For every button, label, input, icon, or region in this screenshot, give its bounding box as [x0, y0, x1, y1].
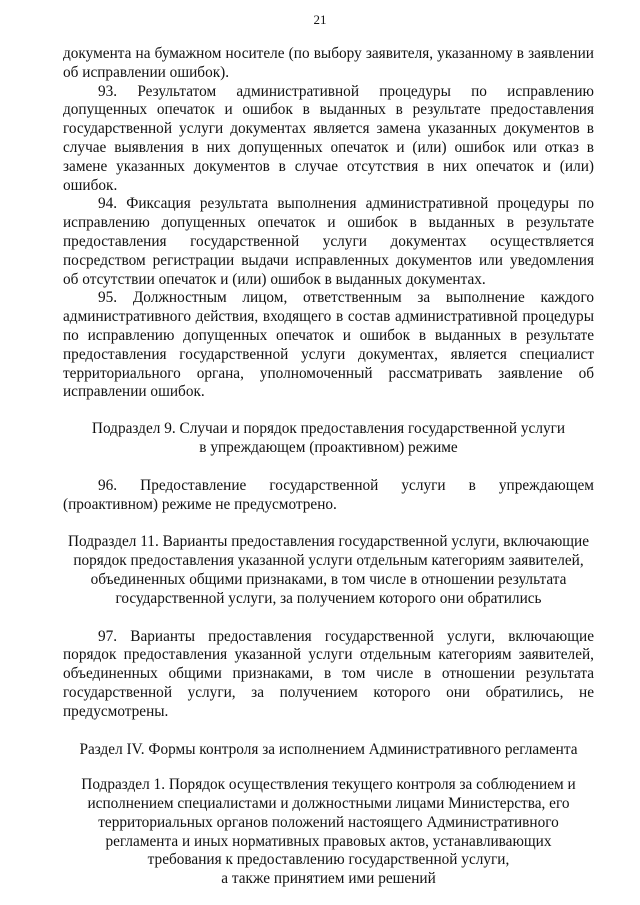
heading-line: объединенных общими признаками, в том числе в отношении результата — [90, 570, 567, 588]
heading-line: в упреждающем (проактивном) режиме — [199, 438, 458, 456]
heading-line: Подраздел 1. Порядок осуществления текущего контроля за соблюдением и — [81, 776, 576, 794]
paragraph-continuation: документа на бумажном носителе (по выбору заявителя, указанному в заявлении об исправлении ошибок). — [63, 45, 594, 81]
heading-line: а также принятием ими решений — [221, 870, 436, 888]
paragraph-94: 94. Фиксация результата выполнения административной процедуры по исправлению допущенных опечаток и ошибок в выданных в результате предоставления государственной услуги документах осуществляется посредством регистрации выдачи исправленных документов или уведомления об отсутствии опечаток и (или) ошибок в выданных документах. — [63, 195, 594, 288]
heading-line: регламента и иных нормативных правовых актов, устанавливающих — [105, 832, 552, 850]
subsection-9-heading — [63, 420, 594, 458]
paragraph-95: 95. Должностным лицом, ответственным за выполнение каждого административного действия, входящего в состав административной процедуры по исправлению допущенных опечаток и ошибок в выданных в результате предоставления государственной услуги документах, является специалист территориального органа, уполномоченный рассматривать заявление об исправлении ошибок. — [63, 289, 594, 401]
paragraph-97: 97. Варианты предоставления государственной услуги, включающие порядок предоставления указанной услуги отдельным категориям заявителей, объединенных общими признаками, в том числе в отношении результата государственной услуги, за получением которого они обратились, не предусмотрены. — [63, 627, 594, 720]
subsection-11-heading — [63, 533, 594, 608]
page-number: 21 — [313, 12, 327, 27]
heading-line: территориальных органов положений настоящего Административного — [98, 813, 559, 831]
paragraph-93: 93. Результатом административной процедуры по исправлению допущенных опечаток и ошибок в выданных в результате предоставления государственной услуги документах является замена указанных документов в случае выявления в них допущенных опечаток и (или) ошибок или отказ в замене указанных документов в случае отсутствия в них опечаток и (или) ошибок. — [63, 82, 594, 194]
paragraph-96: 96. Предоставление государственной услуги в упреждающем (проактивном) режиме не предусмотрено. — [63, 476, 594, 513]
heading-line: порядок предоставления указанной услуги отдельным категориям заявителей, — [73, 552, 584, 570]
section-4-heading: Раздел IV. Формы контроля за исполнением Административного регламента — [79, 740, 578, 758]
document-body — [63, 45, 594, 889]
heading-line: Подраздел 9. Случаи и порядок предоставления государственной услуги — [91, 420, 566, 438]
heading-line: требования к предоставлению государственной услуги, — [147, 851, 510, 869]
heading-line: исполнением специалистами и должностными лицами Министерства, его — [87, 795, 570, 813]
heading-line: Подраздел 11. Варианты предоставления государственной услуги, включающие — [67, 533, 590, 551]
subsection-1-heading — [63, 776, 594, 889]
heading-line: государственной услуги, за получением которого они обратились — [115, 589, 542, 607]
